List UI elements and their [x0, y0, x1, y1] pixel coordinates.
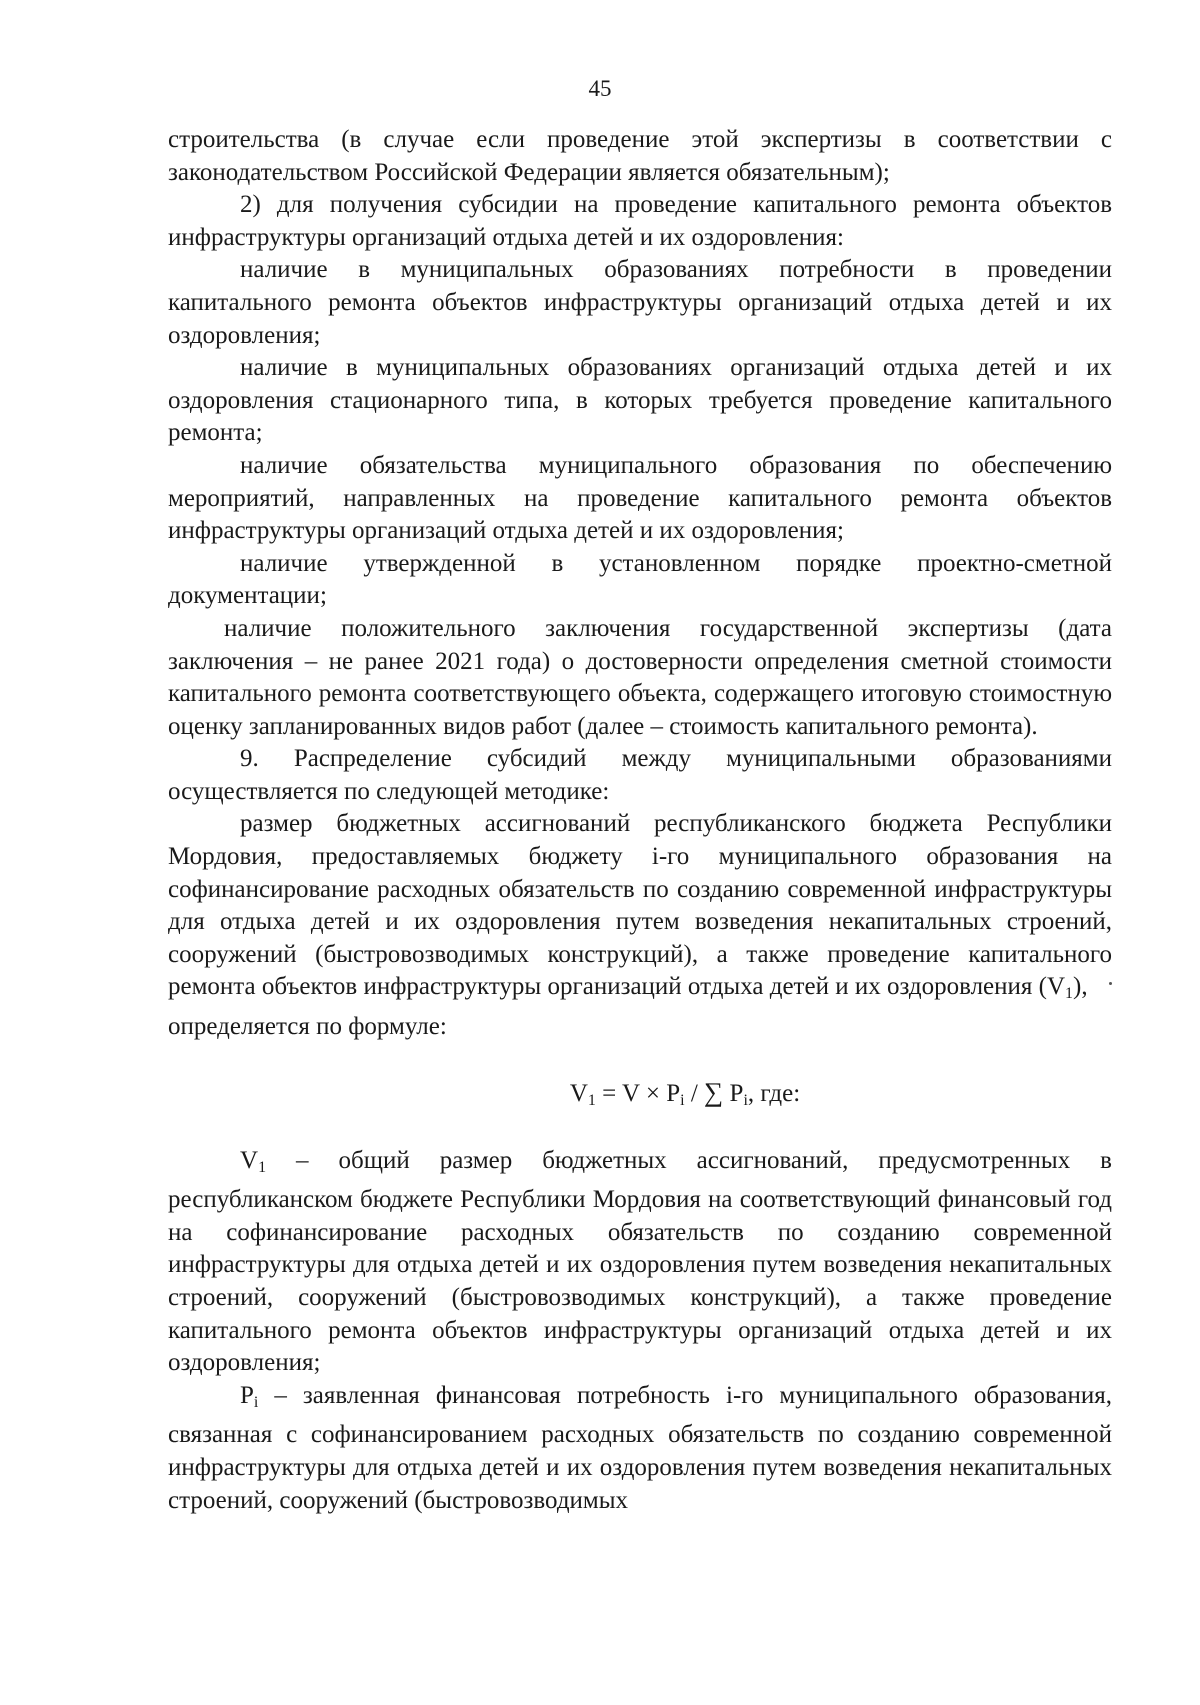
- paragraph-condition-organizations: наличие в муниципальных образованиях организаций отдыха детей и их оздоровления стационарного типа, в которых требуется проведение капитального ремонта;: [168, 354, 1112, 447]
- definition-pi-symbol: P: [240, 1381, 254, 1409]
- page-number: 45: [588, 76, 612, 101]
- definition-v1-subscript: 1: [258, 1158, 267, 1176]
- formula-sigma-icon: ∑: [704, 1076, 724, 1107]
- definition-v1: [168, 1145, 1112, 1380]
- document-body: [168, 124, 1112, 1517]
- formula-sum-subscript: i: [743, 1091, 748, 1109]
- paragraph-condition-documentation: наличие утвержденной в установленном порядке проектно-сметной документации;: [168, 549, 1112, 610]
- paragraph-condition-expertise: наличие положительного заключения государственной экспертизы (дата заключения – не ранее 2021 года) о достоверности определения сметной стоимости капитального ремонта соответствующего объекта, содержащего итоговую стоимостную оценку запланированных видов работ (далее – стоимость капитального ремонта).: [168, 614, 1112, 740]
- v1-paren-close: ),: [1073, 973, 1088, 1001]
- formula-lhs-subscript: 1: [587, 1091, 596, 1109]
- definition-pi: [168, 1380, 1112, 1517]
- scan-speck: [1109, 982, 1112, 985]
- paragraph-allocation-size: [168, 808, 1112, 1011]
- paragraph-continuation: строительства (в случае если проведение этой экспертизы в соответствии с законодательством Российской Федерации является обязательным);: [168, 126, 1112, 186]
- formula-eq: = V × P: [595, 1079, 681, 1107]
- formula: [168, 1068, 1112, 1125]
- paragraph-condition-need: наличие в муниципальных образованиях потребности в проведении капитального ремонта объектов инфраструктуры организаций отдыха детей и их оздоровления;: [168, 256, 1112, 349]
- paragraph-item-2: 2) для получения субсидии на проведение капитального ремонта объектов инфраструктуры организаций отдыха детей и их оздоровления:: [168, 191, 1112, 251]
- definition-pi-subscript: i: [253, 1393, 259, 1411]
- v1-subscript: 1: [1065, 985, 1074, 1003]
- definition-v1-symbol: V: [240, 1146, 259, 1174]
- paragraph-formula-intro: определяется по формуле:: [168, 1013, 447, 1041]
- formula-tail: , где:: [747, 1079, 801, 1107]
- formula-pi-subscript: i: [680, 1091, 685, 1109]
- formula-lhs: V: [569, 1079, 588, 1107]
- formula-div: /: [684, 1079, 705, 1107]
- paragraph-section-9: 9. Распределение субсидий между муниципальными образованиями осуществляется по следующей методике:: [168, 745, 1112, 805]
- allocation-text: размер бюджетных ассигнований республиканского бюджета Республики Мордовия, предоставляемых бюджету i-го муниципального образования на софинансирование расходных обязательств по созданию современной инфраструктуры для отдыха детей и их оздоровления путем возведения некапитальных строений, сооружений (быстровозводимых конструкций), а также проведение капитального ремонта объектов инфраструктуры организаций отдыха детей и их оздоровления (V: [168, 810, 1112, 1001]
- formula-p: P: [723, 1079, 744, 1107]
- definition-pi-text: – заявленная финансовая потребность i-го муниципального образования, связанная с софинансированием расходных обязательств по созданию современной инфраструктуры для отдыха детей и их оздоровления путем возведения некапитальных строений, сооружений (быстровозводимых: [168, 1381, 1112, 1514]
- definition-v1-text: – общий размер бюджетных ассигнований, предусмотренных в республиканском бюджете Республики Мордовия на соответствующий финансовый год на софинансирование расходных обязательств по созданию современной инфраструктуры для отдыха детей и их оздоровления путем возведения некапитальных строений, сооружений (быстровозводимых конструкций), а также проведение капитального ремонта объектов инфраструктуры организаций отдыха детей и их оздоровления;: [168, 1146, 1112, 1377]
- paragraph-condition-obligation: наличие обязательства муниципального образования по обеспечению мероприятий, направленных на проведение капитального ремонта объектов инфраструктуры организаций отдыха детей и их оздоровления;: [168, 451, 1112, 545]
